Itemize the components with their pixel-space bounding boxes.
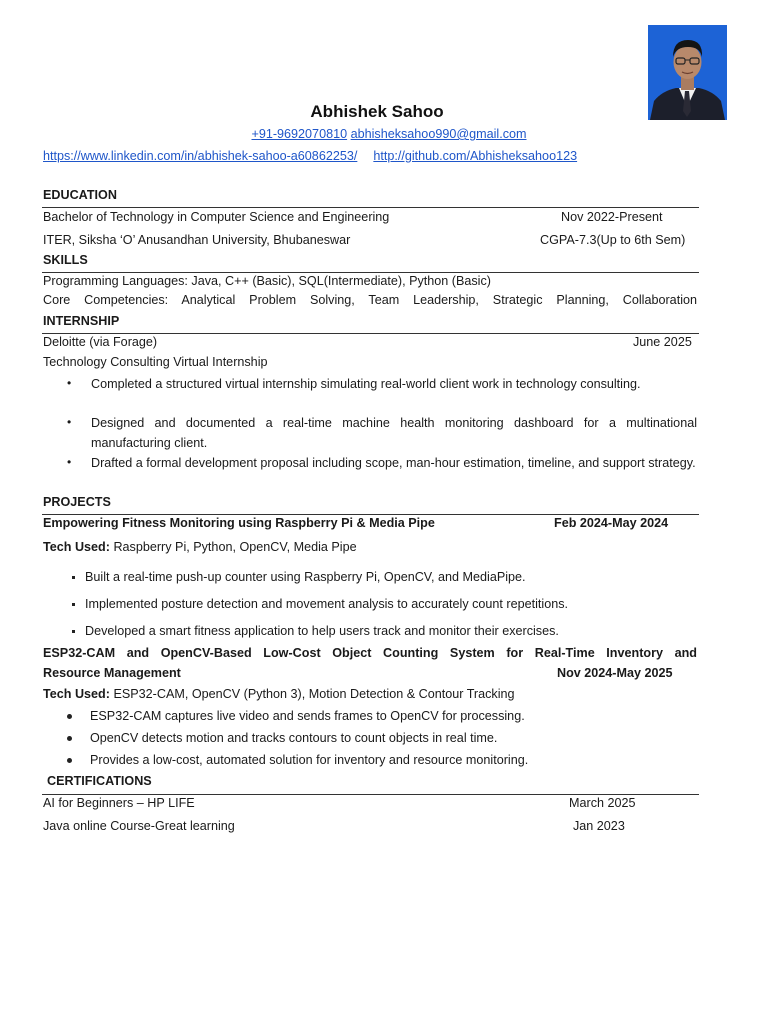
list-item: Completed a structured virtual internship simulating real-world client work in technology consulting. — [91, 377, 641, 391]
project-dates: Feb 2024-May 2024 — [554, 516, 669, 530]
section-heading-certifications: CERTIFICATIONS — [47, 774, 152, 788]
internship-title: Technology Consulting Virtual Internship — [43, 355, 268, 369]
bullet-icon — [67, 714, 72, 719]
internship-date: June 2025 — [633, 335, 692, 349]
section-heading-education: EDUCATION — [43, 188, 117, 202]
square-bullet-icon — [72, 576, 75, 579]
education-cgpa: CGPA-7.3(Up to 6th Sem) — [540, 233, 686, 247]
certification-name: Java online Course-Great learning — [43, 819, 235, 833]
project-tech — [43, 540, 357, 554]
bullet-icon: • — [67, 455, 72, 469]
project-title-continued: Resource Management — [43, 666, 181, 680]
bullet-icon: • — [67, 376, 72, 390]
section-heading-internship: INTERNSHIP — [43, 314, 120, 328]
email-link[interactable]: abhisheksahoo990@gmail.com — [350, 127, 527, 141]
certification-date: Jan 2023 — [573, 819, 625, 833]
tech-label: Tech Used: — [43, 540, 110, 554]
bullet-icon — [67, 736, 72, 741]
bullet-icon — [67, 758, 72, 763]
contact-line — [0, 127, 768, 141]
internship-company: Deloitte (via Forage) — [43, 335, 158, 349]
tech-label: Tech Used: — [43, 687, 110, 701]
education-institution: ITER, Siksha ‘O’ Anusandhan University, Bhubaneswar — [43, 233, 351, 247]
project-tech — [43, 687, 515, 701]
list-item: Developed a smart fitness application to help users track and monitor their exercises. — [85, 624, 559, 638]
candidate-name: Abhishek Sahoo — [310, 102, 444, 121]
section-divider — [42, 272, 699, 273]
github-link[interactable]: http://github.com/Abhisheksahoo123 — [373, 149, 578, 163]
section-heading-skills: SKILLS — [43, 253, 88, 267]
project-dates: Nov 2024-May 2025 — [557, 666, 673, 680]
list-item: Implemented posture detection and movement analysis to accurately count repetitions. — [85, 597, 569, 611]
list-item: Built a real-time push-up counter using Raspberry Pi, OpenCV, and MediaPipe. — [85, 570, 526, 584]
certification-date: March 2025 — [569, 796, 636, 810]
project-title: Empowering Fitness Monitoring using Raspberry Pi & Media Pipe — [43, 516, 435, 530]
skills-competencies: Core Competencies: Analytical Problem Solving, Team Leadership, Strategic Planning, Collaboration — [43, 293, 697, 307]
profile-links — [43, 149, 577, 163]
section-heading-projects: PROJECTS — [43, 495, 111, 509]
section-divider — [42, 514, 699, 515]
list-item: ESP32-CAM captures live video and sends frames to OpenCV for processing. — [90, 709, 525, 723]
square-bullet-icon — [72, 603, 75, 606]
certification-name: AI for Beginners – HP LIFE — [43, 796, 195, 810]
phone-link[interactable]: +91-9692070810 — [251, 127, 348, 141]
list-item: OpenCV detects motion and tracks contours to count objects in real time. — [90, 731, 498, 745]
tech-list: Raspberry Pi, Python, OpenCV, Media Pipe — [109, 540, 357, 554]
project-title: ESP32-CAM and OpenCV-Based Low-Cost Object Counting System for Real-Time Inventory and — [43, 646, 697, 660]
bullet-icon: • — [67, 415, 72, 429]
education-dates: Nov 2022-Present — [561, 210, 663, 224]
list-item: Designed and documented a real-time machine health monitoring dashboard for a multinational manufacturing client. — [91, 416, 697, 450]
tech-list: ESP32-CAM, OpenCV (Python 3), Motion Detection & Contour Tracking — [109, 687, 515, 701]
square-bullet-icon — [72, 630, 75, 633]
section-divider — [42, 794, 699, 795]
linkedin-link[interactable]: https://www.linkedin.com/in/abhishek-sahoo-a60862253/ — [43, 149, 358, 163]
skills-languages: Programming Languages: Java, C++ (Basic), SQL(Intermediate), Python (Basic) — [43, 274, 491, 288]
education-degree: Bachelor of Technology in Computer Science and Engineering — [43, 210, 390, 224]
section-divider — [42, 333, 699, 334]
list-item: Provides a low-cost, automated solution for inventory and resource monitoring. — [90, 753, 529, 767]
section-divider — [42, 207, 699, 208]
list-item: Drafted a formal development proposal including scope, man-hour estimation, timeline, and support strategy. — [91, 456, 696, 470]
